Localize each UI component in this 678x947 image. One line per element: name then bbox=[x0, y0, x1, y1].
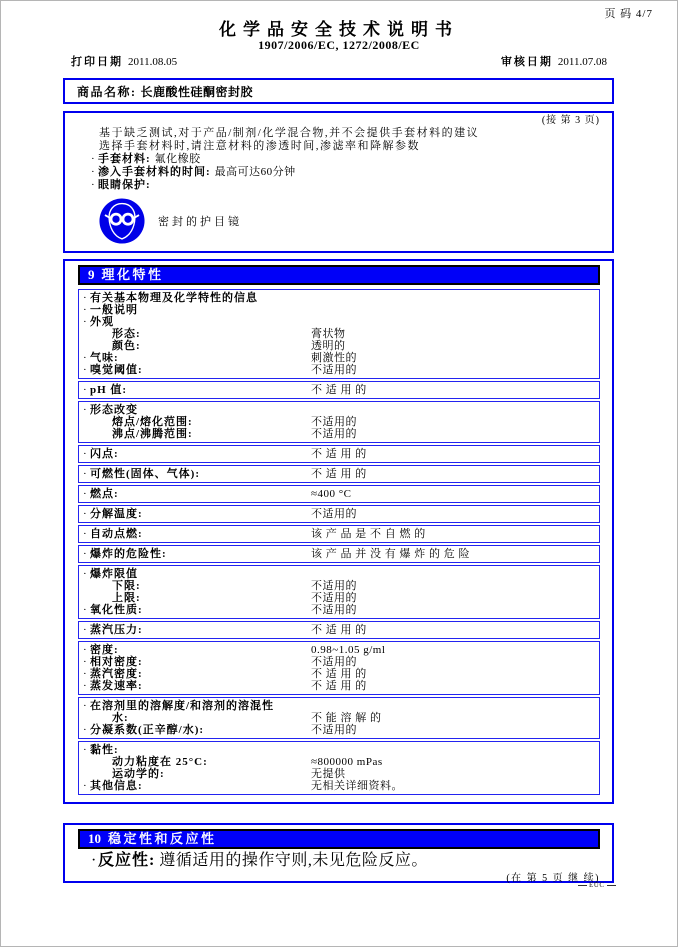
property-row bbox=[79, 468, 599, 480]
property-group bbox=[78, 401, 600, 443]
property-value: 该 产 品 并 没 有 爆 炸 的 危 险 bbox=[311, 548, 470, 560]
bullet-marker: · bbox=[83, 604, 88, 616]
section-9-number: 9 bbox=[88, 267, 95, 282]
property-group bbox=[78, 641, 600, 695]
bullet-marker: · bbox=[83, 724, 88, 736]
property-value: 不适用的 bbox=[311, 364, 357, 376]
property-row bbox=[79, 668, 599, 680]
property-label: 运动学的: bbox=[112, 768, 165, 780]
property-value: 不适用的 bbox=[311, 656, 357, 668]
property-group bbox=[78, 525, 600, 543]
field-label: 眼睛保护: bbox=[98, 179, 151, 191]
product-name-label: 商品名称: bbox=[77, 84, 137, 99]
footer-euc-tag bbox=[576, 881, 618, 889]
property-row bbox=[79, 352, 599, 364]
property-label: · 黏性: bbox=[83, 744, 119, 756]
property-label: 水: bbox=[112, 712, 129, 724]
property-label: · 可燃性(固体、气体): bbox=[83, 468, 200, 480]
property-label: · 自动点燃: bbox=[83, 528, 143, 540]
property-label: · 爆炸的危险性: bbox=[83, 548, 167, 560]
bullet-marker: · bbox=[83, 292, 88, 304]
bullet-marker: · bbox=[83, 352, 88, 364]
property-row bbox=[79, 304, 599, 316]
property-label: · 在溶剂里的溶解度/和溶剂的溶混性 bbox=[83, 700, 275, 712]
property-row bbox=[79, 592, 599, 604]
bullet-marker: · bbox=[83, 668, 88, 680]
property-row bbox=[79, 364, 599, 376]
bullet-marker: · bbox=[83, 364, 88, 376]
property-row bbox=[79, 700, 599, 712]
bullet-marker: · bbox=[83, 404, 88, 416]
property-label: · 蒸发速率: bbox=[83, 680, 143, 692]
glove-paragraph-line: 选择手套材料时,请注意材料的渗透时间,渗滤率和降解参数 bbox=[99, 140, 420, 152]
property-group bbox=[78, 445, 600, 463]
review-date-value: 2011.07.08 bbox=[557, 56, 607, 68]
property-value: 膏状物 bbox=[311, 328, 346, 340]
property-group bbox=[78, 289, 600, 379]
bullet-marker: · bbox=[83, 680, 88, 692]
section-10-title: 稳定性和反应性 bbox=[108, 831, 217, 846]
property-label: · pH 值: bbox=[83, 384, 128, 396]
property-row bbox=[79, 328, 599, 340]
property-value: 不适用的 bbox=[311, 724, 357, 736]
property-value: 不 适 用 的 bbox=[311, 384, 367, 396]
property-value: ≈400 °C bbox=[311, 488, 352, 500]
property-label: 上限: bbox=[112, 592, 141, 604]
bullet-marker: · bbox=[83, 384, 88, 396]
field-value: 遵循适用的操作守则,未见危险反应。 bbox=[159, 852, 428, 869]
bullet-marker: · bbox=[91, 166, 95, 178]
property-label: · 分凝系数(正辛醇/水): bbox=[83, 724, 205, 736]
field-value: 最高可达60分钟 bbox=[214, 166, 296, 178]
property-row bbox=[79, 428, 599, 440]
property-group bbox=[78, 565, 600, 619]
field-row bbox=[91, 153, 600, 166]
property-value: 不 适 用 的 bbox=[311, 448, 367, 460]
product-name-box bbox=[63, 78, 614, 104]
property-value: 不适用的 bbox=[311, 416, 357, 428]
property-value: 不 能 溶 解 的 bbox=[311, 712, 382, 724]
property-group bbox=[78, 485, 600, 503]
bullet-marker: · bbox=[83, 700, 88, 712]
bullet-marker: · bbox=[83, 644, 88, 656]
field-row bbox=[91, 179, 600, 192]
review-date bbox=[501, 53, 607, 69]
section-10-fields bbox=[91, 854, 600, 867]
property-row bbox=[79, 756, 599, 768]
property-row bbox=[79, 712, 599, 724]
property-value: 无相关详细资料。 bbox=[311, 780, 403, 792]
property-value: 不适用的 bbox=[311, 508, 357, 520]
bullet-marker: · bbox=[83, 744, 88, 756]
property-label: · 嗅觉阈值: bbox=[83, 364, 143, 376]
property-label: · 密度: bbox=[83, 644, 119, 656]
bullet-marker: · bbox=[83, 468, 88, 480]
property-group bbox=[78, 381, 600, 399]
property-label: · 蒸汽压力: bbox=[83, 624, 143, 636]
continued-from-note: (接 第 3 页) bbox=[541, 115, 600, 126]
property-group bbox=[78, 741, 600, 795]
property-label: · 燃点: bbox=[83, 488, 119, 500]
property-value: ≈800000 mPas bbox=[311, 756, 383, 768]
footer-dash-right bbox=[607, 885, 616, 886]
dates-row bbox=[71, 53, 607, 69]
bullet-marker: · bbox=[91, 852, 97, 869]
property-label: · 其他信息: bbox=[83, 780, 143, 792]
property-row bbox=[79, 744, 599, 756]
section-9-header bbox=[78, 265, 600, 285]
footer-euc-text: EUC bbox=[589, 881, 605, 889]
print-date bbox=[71, 53, 177, 69]
property-group bbox=[78, 465, 600, 483]
property-group bbox=[78, 545, 600, 563]
property-label: · 气味: bbox=[83, 352, 119, 364]
property-row bbox=[79, 568, 599, 580]
property-label: · 氧化性质: bbox=[83, 604, 143, 616]
property-row bbox=[79, 604, 599, 616]
property-value: 不适用的 bbox=[311, 592, 357, 604]
protection-section-box bbox=[63, 111, 614, 253]
field-label: 手套材料: bbox=[98, 153, 151, 165]
bullet-marker: · bbox=[83, 780, 88, 792]
protection-fields bbox=[65, 153, 600, 192]
property-row bbox=[79, 624, 599, 636]
footer-dash-left bbox=[578, 885, 587, 886]
property-label: · 爆炸限值 bbox=[83, 568, 138, 580]
property-row bbox=[79, 580, 599, 592]
field-label: 渗入手套材料的时间: bbox=[98, 166, 211, 178]
eye-protection-row bbox=[99, 198, 600, 244]
property-value: 该 产 品 是 不 自 燃 的 bbox=[311, 528, 426, 540]
property-label: · 分解温度: bbox=[83, 508, 143, 520]
page-number: 页 码 4/7 bbox=[604, 8, 653, 20]
doc-subtitle: 1907/2006/EC, 1272/2008/EC bbox=[258, 38, 420, 52]
property-value: 无提供 bbox=[311, 768, 346, 780]
property-group bbox=[78, 505, 600, 523]
property-label: 形态: bbox=[112, 328, 141, 340]
property-label: · 形态改变 bbox=[83, 404, 138, 416]
property-value: 0.98~1.05 g/ml bbox=[311, 644, 386, 656]
property-label: 沸点/沸腾范围: bbox=[112, 428, 193, 440]
glove-advice-paragraph bbox=[65, 127, 600, 153]
property-label: · 闪点: bbox=[83, 448, 119, 460]
property-label: · 外观 bbox=[83, 316, 114, 328]
property-row bbox=[79, 340, 599, 352]
property-row bbox=[79, 528, 599, 540]
field-value: 氟化橡胶 bbox=[154, 153, 201, 165]
bullet-marker: · bbox=[83, 548, 88, 560]
property-value: 不 适 用 的 bbox=[311, 680, 367, 692]
property-row bbox=[79, 416, 599, 428]
property-group bbox=[78, 697, 600, 739]
property-row bbox=[79, 548, 599, 560]
section-9-box bbox=[63, 259, 614, 804]
property-row bbox=[79, 680, 599, 692]
property-label: · 蒸汽密度: bbox=[83, 668, 143, 680]
print-date-label: 打印日期 bbox=[71, 56, 123, 68]
bullet-marker: · bbox=[83, 304, 88, 316]
review-date-label: 审核日期 bbox=[500, 56, 553, 68]
section-10-box bbox=[63, 823, 614, 883]
property-value: 不适用的 bbox=[311, 580, 357, 592]
section-10-header bbox=[78, 829, 600, 849]
property-row bbox=[79, 780, 599, 792]
property-label: 动力粘度在 25°C: bbox=[112, 756, 208, 768]
property-group bbox=[78, 621, 600, 639]
property-label: 颜色: bbox=[112, 340, 141, 352]
bullet-marker: · bbox=[83, 656, 88, 668]
goggles-icon bbox=[99, 198, 145, 244]
field-row bbox=[91, 854, 600, 867]
property-value: 不 适 用 的 bbox=[311, 468, 367, 480]
property-row bbox=[79, 488, 599, 500]
property-row bbox=[79, 316, 599, 328]
property-row bbox=[79, 292, 599, 304]
bullet-marker: · bbox=[83, 624, 88, 636]
property-row bbox=[79, 724, 599, 736]
bullet-marker: · bbox=[83, 568, 88, 580]
property-row bbox=[79, 384, 599, 396]
bullet-marker: · bbox=[91, 153, 95, 165]
bullet-marker: · bbox=[83, 448, 88, 460]
property-label: 熔点/熔化范围: bbox=[112, 416, 193, 428]
continued-on-note: (在 第 5 页 继 续) bbox=[506, 873, 600, 884]
bullet-marker: · bbox=[83, 316, 88, 328]
property-value: 不适用的 bbox=[311, 604, 357, 616]
goggles-caption: 密封的护目镜 bbox=[158, 216, 242, 228]
product-name-value: 长鹿酸性硅酮密封胶 bbox=[140, 84, 254, 99]
property-value: 不 适 用 的 bbox=[311, 668, 367, 680]
doc-title: 化学品安全技术说明书 bbox=[219, 20, 459, 39]
property-row bbox=[79, 448, 599, 460]
bullet-marker: · bbox=[83, 528, 88, 540]
property-label: · 一般说明 bbox=[83, 304, 138, 316]
bullet-marker: · bbox=[83, 508, 88, 520]
property-row bbox=[79, 404, 599, 416]
bullet-marker: · bbox=[91, 179, 95, 191]
property-label: · 有关基本物理及化学特性的信息 bbox=[83, 292, 258, 304]
property-label: 下限: bbox=[112, 580, 141, 592]
property-row bbox=[79, 656, 599, 668]
property-row bbox=[79, 644, 599, 656]
section-9-title: 理化特性 bbox=[101, 267, 164, 282]
property-value: 透明的 bbox=[311, 340, 346, 352]
print-date-value: 2011.08.05 bbox=[128, 56, 178, 68]
field-label: 反应性: bbox=[98, 852, 156, 869]
property-value: 不 适 用 的 bbox=[311, 624, 367, 636]
glove-paragraph-line: 基于缺乏测试,对于产品/制剂/化学混合物,并不会提供手套材料的建议 bbox=[99, 127, 480, 139]
bullet-marker: · bbox=[83, 488, 88, 500]
field-row bbox=[91, 166, 600, 179]
property-label: · 相对密度: bbox=[83, 656, 143, 668]
section-9-properties bbox=[78, 289, 600, 795]
property-value: 不适用的 bbox=[311, 428, 357, 440]
property-row bbox=[79, 768, 599, 780]
section-10-number: 10 bbox=[88, 831, 101, 846]
property-row bbox=[79, 508, 599, 520]
property-value: 刺激性的 bbox=[311, 352, 357, 364]
